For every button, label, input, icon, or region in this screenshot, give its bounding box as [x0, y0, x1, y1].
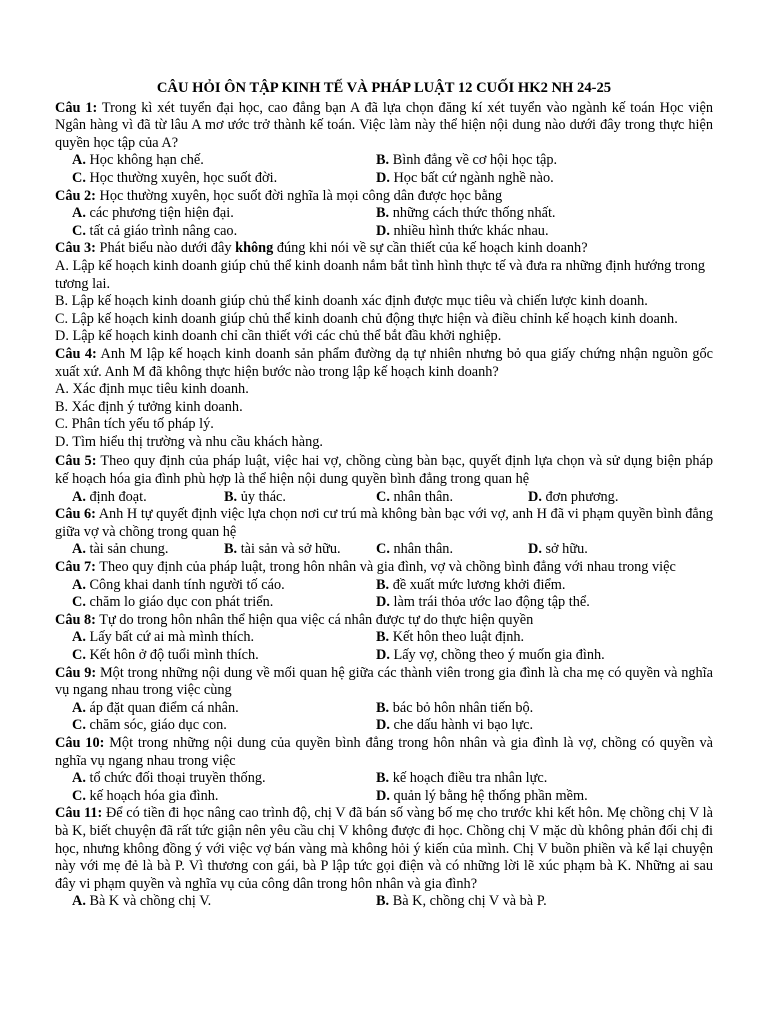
- option-text: định đoạt.: [85, 488, 147, 505]
- option-d: [376, 223, 680, 241]
- option-c: [72, 788, 376, 806]
- question-4: [55, 346, 713, 381]
- option-text: nhân thân.: [389, 488, 454, 505]
- option-c: [72, 594, 376, 612]
- option-a: [72, 700, 376, 718]
- option-text: Bình đẳng về cơ hội học tập.: [389, 152, 558, 169]
- question-text: Học thường xuyên, học suốt đời nghĩa là mọi công dân được học bằng: [95, 187, 503, 204]
- question-11-options: [55, 893, 713, 911]
- option-d: [376, 170, 680, 188]
- option-b: B. Xác định ý tưởng kinh doanh.: [55, 398, 243, 415]
- option-key: A.: [72, 576, 86, 593]
- option-key: C.: [72, 647, 86, 663]
- question-8-options: [55, 629, 713, 664]
- option-key: A.: [72, 152, 86, 169]
- question-text: Phát biểu nào dưới đây: [95, 240, 236, 257]
- question-label: Câu 4:: [55, 345, 97, 362]
- option-key: C.: [72, 594, 86, 611]
- option-key: B.: [376, 205, 390, 222]
- option-a: A. Xác định mục tiêu kinh doanh.: [55, 381, 249, 398]
- question-text: đúng khi nói về sự cần thiết của kế hoạch kinh doanh?: [273, 240, 588, 257]
- option-b: [224, 489, 376, 507]
- question-label: Câu 5:: [55, 453, 97, 470]
- option-text: Kết hôn ở độ tuổi mình thích.: [85, 647, 259, 663]
- question-5: [55, 453, 713, 488]
- question-label: Câu 3:: [55, 240, 96, 257]
- option-a: [72, 541, 224, 559]
- option-a: [72, 577, 376, 595]
- option-text: nhiều hình thức khác nhau.: [389, 222, 549, 239]
- option-a: A. Lập kế hoạch kinh doanh giúp chủ thể kinh doanh nắm bắt tình hình thực tế và đưa ra những định hướng trong tương lai.: [55, 257, 706, 292]
- question-label: Câu 1:: [55, 99, 98, 116]
- option-key: D.: [376, 169, 390, 186]
- page-title: CÂU HỎI ÔN TẬP KINH TẾ VÀ PHÁP LUẬT 12 CUỐI HK2 NH 24-25: [156, 80, 612, 96]
- question-6: [55, 506, 713, 541]
- option-key: B.: [376, 152, 390, 169]
- option-key: A.: [72, 770, 86, 787]
- option-text: tài sản chung.: [85, 541, 169, 558]
- option-b: [376, 700, 680, 718]
- option-key: B.: [376, 629, 390, 646]
- option-text: đề xuất mức lương khởi điểm.: [389, 576, 566, 593]
- option-c: [376, 489, 528, 507]
- option-key: C.: [376, 488, 390, 505]
- option-a: [72, 205, 376, 223]
- option-text: Bà K và chồng chị V.: [85, 893, 212, 910]
- question-1-options: [55, 152, 713, 187]
- option-key: C.: [72, 787, 86, 804]
- question-11: [55, 805, 713, 893]
- option-key: D.: [376, 787, 390, 804]
- option-key: D.: [376, 717, 390, 734]
- option-text: ủy thác.: [237, 488, 286, 505]
- option-a: [72, 629, 376, 647]
- option-d: [376, 594, 680, 612]
- option-key: C.: [376, 541, 390, 558]
- option-key: A.: [72, 699, 86, 716]
- option-text: Lấy vợ, chồng theo ý muốn gia đình.: [389, 647, 605, 663]
- option-text: tổ chức đối thoại truyền thống.: [85, 770, 266, 787]
- question-label: Câu 7:: [55, 559, 96, 576]
- question-10-options: [55, 770, 713, 805]
- option-key: B.: [376, 576, 390, 593]
- option-b: [376, 205, 680, 223]
- option-text: Học thường xuyên, học suốt đời.: [85, 169, 278, 186]
- option-key: D.: [376, 222, 390, 239]
- question-text: Để có tiền đi học nâng cao trình độ, chị V đã bán số vàng bố mẹ cho trước khi kết hôn. Mẹ chồng chị V là bà K, biết chuyện đã rất tức giận nên yêu cầu chị V không được đi học. Chồng chị V mặc dù không phản đối chị đi học, nhưng không đồng ý với việc vợ bán vàng mà không hỏi ý kiến của mình. Chị V buồn phiền và kể lại chuyện này với mẹ đẻ là bà P. Vì thương con gái, bà P lập tức gọi điện và có những lời lẽ xúc phạm bà K. Những ai sau đây vi phạm quyền và nghĩa vụ của công dân trong hôn nhân và gia đình?: [55, 805, 713, 892]
- option-text: quản lý bằng hệ thống phần mềm.: [389, 787, 588, 804]
- question-8: [55, 612, 713, 630]
- option-key: D.: [528, 488, 542, 505]
- option-key: A.: [72, 488, 86, 505]
- option-a: [72, 489, 224, 507]
- option-b: [376, 770, 680, 788]
- option-key: D.: [376, 594, 390, 611]
- option-text: kế hoạch hóa gia đình.: [85, 787, 219, 804]
- question-text: Một trong những nội dung về mối quan hệ giữa các thành viên trong gia đình là cha mẹ có quyền và nghĩa vụ ngang nhau trong việc cùng: [55, 664, 713, 699]
- option-key: D.: [376, 647, 390, 663]
- option-text: áp đặt quan điểm cá nhân.: [85, 699, 239, 716]
- question-3: [55, 240, 713, 258]
- option-text: tài sản và sở hữu.: [237, 541, 341, 558]
- option-key: C.: [72, 169, 86, 186]
- option-d: D. Lập kế hoạch kinh doanh chỉ cần thiết với các chủ thể bắt đầu khởi nghiệp.: [55, 328, 502, 345]
- option-text: sở hữu.: [541, 541, 588, 558]
- option-b: [376, 577, 680, 595]
- question-9: [55, 665, 713, 700]
- question-keyword: không: [235, 240, 274, 257]
- option-a: [72, 770, 376, 788]
- question-label: Câu 11:: [55, 805, 103, 822]
- question-5-options: [55, 489, 713, 507]
- question-6-options: [55, 541, 713, 559]
- option-text: Bà K, chồng chị V và bà P.: [389, 893, 547, 910]
- question-9-options: [55, 700, 713, 735]
- option-text: Kết hôn theo luật định.: [389, 629, 525, 646]
- question-10: [55, 735, 713, 770]
- option-key: B.: [376, 893, 390, 910]
- option-key: B.: [224, 541, 238, 558]
- option-text: kế hoạch điều tra nhân lực.: [389, 770, 548, 787]
- option-text: Học không hạn chế.: [85, 152, 204, 169]
- option-key: A.: [72, 893, 86, 910]
- option-d: [528, 541, 680, 559]
- question-text: Anh H tự quyết định việc lựa chọn nơi cư trú mà không bàn bạc với vợ, anh H đã vi phạm quyền bình đẳng giữa vợ và chồng trong quan hệ: [55, 506, 713, 540]
- option-c: C. Phân tích yếu tố pháp lý.: [55, 416, 214, 433]
- question-1: [55, 100, 713, 153]
- option-key: C.: [72, 717, 86, 734]
- question-text: Theo quy định của pháp luật, việc hai vợ, chồng cùng bàn bạc, quyết định lựa chọn và sử dụng biện pháp kế hoạch hóa gia đình phù hợp là thể hiện nội dung quyền bình đẳng trong quan hệ: [55, 453, 713, 488]
- question-7: [55, 559, 713, 577]
- option-text: chăm sóc, giáo dục con.: [85, 717, 227, 734]
- option-key: B.: [376, 699, 390, 716]
- question-label: Câu 2:: [55, 187, 96, 204]
- option-b: [224, 541, 376, 559]
- question-label: Câu 10:: [55, 734, 105, 751]
- option-text: Công khai danh tính người tố cáo.: [85, 576, 285, 593]
- question-7-options: [55, 577, 713, 612]
- question-text: Anh M lập kế hoạch kinh doanh sản phẩm đường dạ tự nhiên nhưng bỏ qua giấy chứng nhận nguồn gốc xuất xứ. Anh M đã không thực hiện bước nào trong lập kế hoạch kinh doanh?: [55, 345, 713, 380]
- option-text: Lấy bất cứ ai mà mình thích.: [85, 629, 255, 646]
- option-text: che dấu hành vi bạo lực.: [389, 717, 534, 734]
- question-2: [55, 188, 713, 206]
- option-key: B.: [376, 770, 390, 787]
- option-d: [528, 489, 680, 507]
- option-b: [376, 152, 680, 170]
- option-d: [376, 788, 680, 806]
- option-text: bác bỏ hôn nhân tiến bộ.: [389, 699, 534, 716]
- question-text: Trong kì xét tuyển đại học, cao đẳng bạn A đã lựa chọn đăng kí xét tuyển vào ngành kế toán Học viện Ngân hàng vì đã từ lâu A mơ ước trở thành kế toán. Việc làm này thể hiện nội dung nào dưới đây trong thực hiện quyền học tập của A?: [55, 99, 713, 151]
- option-c: [72, 647, 376, 665]
- option-a: [72, 152, 376, 170]
- option-d: [376, 647, 680, 665]
- option-text: những cách thức thống nhất.: [389, 205, 556, 222]
- option-d: D. Tìm hiểu thị trường và nhu cầu khách hàng.: [55, 433, 323, 450]
- option-c: C. Lập kế hoạch kinh doanh giúp chủ thể kinh doanh chủ động thực hiện và điều chỉnh kế hoạch kinh doanh.: [55, 310, 678, 327]
- question-text: Theo quy định của pháp luật, trong hôn nhân và gia đình, vợ và chồng bình đẳng với nhau trong việc: [95, 559, 676, 576]
- option-key: A.: [72, 541, 86, 558]
- option-c: [72, 170, 376, 188]
- option-text: đơn phương.: [541, 488, 619, 505]
- option-text: làm trái thỏa ước lao động tập thể.: [389, 594, 590, 611]
- question-label: Câu 6:: [55, 506, 96, 523]
- option-b: B. Lập kế hoạch kinh doanh giúp chủ thể kinh doanh xác định được mục tiêu và chiến lược kinh doanh.: [55, 293, 648, 310]
- question-label: Câu 9:: [55, 664, 97, 681]
- option-a: [72, 893, 376, 911]
- option-key: B.: [224, 488, 238, 505]
- option-text: nhân thân.: [389, 541, 454, 558]
- option-b: [376, 629, 680, 647]
- option-key: A.: [72, 205, 86, 222]
- question-2-options: [55, 205, 713, 240]
- option-c: [72, 717, 376, 735]
- option-text: tất cả giáo trình nâng cao.: [85, 222, 238, 239]
- option-key: C.: [72, 222, 86, 239]
- option-text: chăm lo giáo dục con phát triển.: [85, 594, 274, 611]
- option-key: A.: [72, 629, 86, 646]
- option-key: D.: [528, 541, 542, 558]
- option-b: [376, 893, 680, 911]
- question-label: Câu 8:: [55, 611, 96, 628]
- option-c: [376, 541, 528, 559]
- question-text: Một trong những nội dung của quyền bình đẳng trong hôn nhân và gia đình là vợ, chồng có quyền và nghĩa vụ ngang nhau trong việc: [55, 734, 713, 769]
- option-text: Học bất cứ ngành nghề nào.: [389, 169, 554, 186]
- option-text: các phương tiện hiện đại.: [85, 205, 234, 222]
- option-d: [376, 717, 680, 735]
- option-c: [72, 223, 376, 241]
- question-text: Tự do trong hôn nhân thể hiện qua việc cá nhân được tự do thực hiện quyền: [95, 611, 534, 628]
